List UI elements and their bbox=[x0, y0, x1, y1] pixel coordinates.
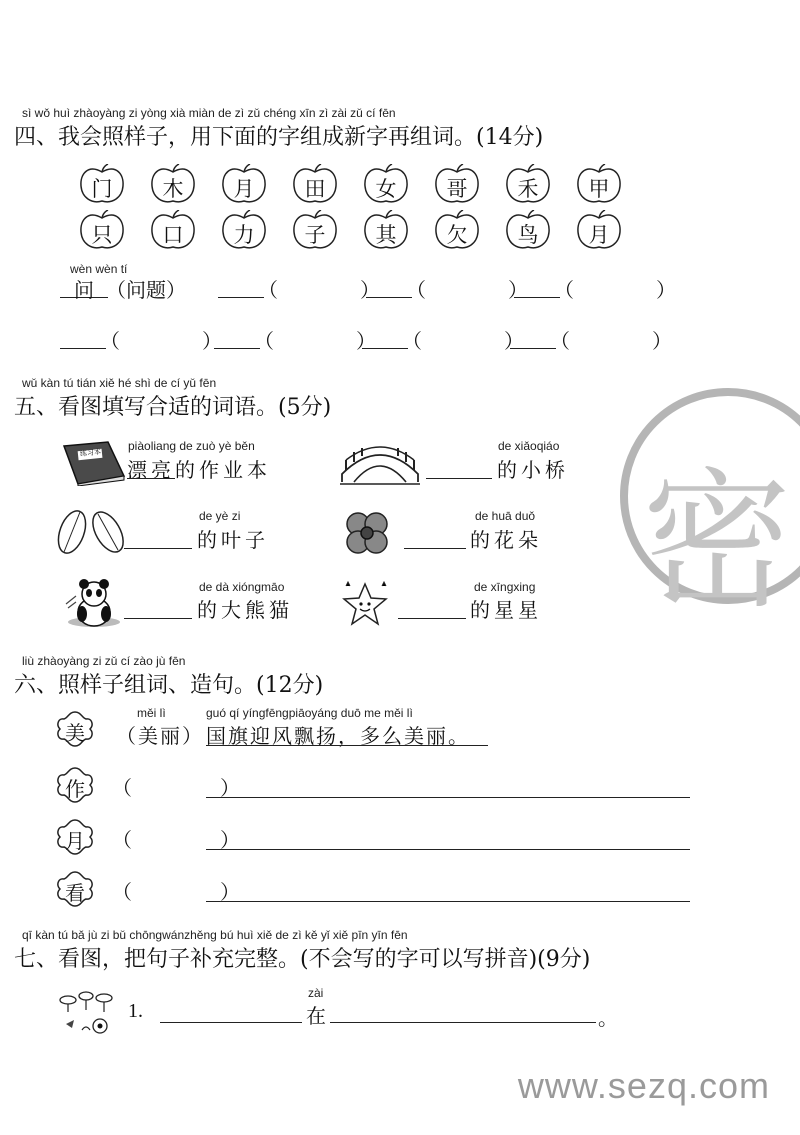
q6-title: 六、照样子组词、造句。(12分) bbox=[14, 673, 324, 698]
apple-char: 禾 bbox=[517, 177, 539, 201]
notebook-label: 练习本 bbox=[79, 447, 102, 459]
q6-pinyin: liù zhàoyàng zi zǔ cí zào jù fēn bbox=[22, 654, 186, 668]
example-sentence-pinyin: guó qí yíngfēngpiāoyáng duō me měi lì bbox=[206, 706, 413, 720]
item-pinyin: de huā duǒ bbox=[475, 509, 536, 523]
apple-cell bbox=[291, 164, 339, 206]
apple-cell bbox=[433, 164, 481, 206]
answer-paren[interactable]: （ ） bbox=[258, 278, 394, 302]
apple-char: 鸟 bbox=[517, 223, 539, 247]
apple-char: 木 bbox=[162, 177, 184, 201]
garden-picture bbox=[56, 986, 120, 1036]
q5-pinyin: wǔ kàn tú tián xiě hé shì de cí yǔ fēn bbox=[22, 376, 217, 390]
q4-pinyin: sì wǒ huì zhàoyàng zi yòng xià miàn de zì zǔ chéng xīn zì zài zǔ cí fēn bbox=[22, 106, 396, 120]
apple-cell bbox=[149, 210, 197, 252]
answer-blank[interactable] bbox=[206, 849, 690, 850]
apple-char: 月 bbox=[233, 177, 255, 201]
apple-cell bbox=[291, 210, 339, 252]
item-text: 的叶子 bbox=[197, 528, 269, 552]
flower-char-box bbox=[56, 766, 94, 804]
apple-char: 甲 bbox=[588, 177, 610, 201]
q4-example-pinyin: wèn wèn tí bbox=[70, 262, 128, 276]
apple-char: 欠 bbox=[446, 223, 468, 247]
item-pinyin: zài bbox=[308, 986, 324, 1000]
apple-char: 其 bbox=[375, 223, 397, 247]
item-text: 的星星 bbox=[470, 598, 542, 622]
answer-blank[interactable] bbox=[398, 618, 466, 619]
notebook-picture bbox=[60, 440, 126, 486]
answer-blank[interactable] bbox=[404, 548, 466, 549]
apple-cell bbox=[575, 164, 623, 206]
apple-cell bbox=[504, 210, 552, 252]
apple-cell bbox=[362, 164, 410, 206]
flower-char-box bbox=[56, 710, 94, 748]
flower-picture bbox=[342, 508, 392, 558]
item-text: 的花朵 bbox=[470, 528, 542, 552]
answer-blank[interactable] bbox=[426, 478, 492, 479]
item-char: 在 bbox=[306, 1004, 326, 1028]
apple-char: 田 bbox=[304, 177, 326, 201]
site-watermark: www.sezq.com bbox=[517, 1065, 770, 1106]
answer-paren[interactable]: （ ） bbox=[554, 278, 690, 302]
item-text: 的小桥 bbox=[497, 458, 569, 482]
item-end: 。 bbox=[598, 1006, 618, 1030]
apple-char: 力 bbox=[233, 223, 255, 247]
q5-title: 五、看图填写合适的词语。(5分) bbox=[14, 395, 332, 420]
apple-char: 口 bbox=[162, 223, 184, 247]
answer-paren[interactable]: （ ） bbox=[550, 329, 686, 353]
apple-cell bbox=[149, 164, 197, 206]
flower-char-box bbox=[56, 870, 94, 908]
answer-blank[interactable] bbox=[206, 901, 690, 902]
seal-stamp bbox=[618, 378, 800, 629]
item-number: 1. bbox=[128, 1000, 143, 1022]
answer-paren[interactable]: （ ） bbox=[254, 329, 390, 353]
flower-char: 看 bbox=[65, 881, 85, 905]
apple-cell bbox=[433, 210, 481, 252]
apple-cell bbox=[78, 164, 126, 206]
apple-cell bbox=[504, 164, 552, 206]
apple-char: 只 bbox=[91, 223, 113, 247]
q7-title: 七、看图，把句子补充完整。(不会写的字可以写拼音)(9分) bbox=[14, 947, 591, 972]
answer-paren[interactable]: （ ） bbox=[100, 329, 236, 353]
apple-char: 女 bbox=[375, 177, 397, 201]
answer-paren[interactable]: （ ） bbox=[406, 278, 542, 302]
apple-cell bbox=[220, 164, 268, 206]
answer-paren[interactable]: （ ） bbox=[112, 776, 256, 800]
leaves-picture bbox=[54, 508, 126, 556]
flower-char: 美 bbox=[65, 721, 85, 745]
example-underline bbox=[206, 745, 488, 746]
bridge-picture bbox=[340, 440, 420, 486]
item-pinyin: de xiǎoqiáo bbox=[498, 439, 560, 453]
item-pinyin: piàoliang de zuò yè běn bbox=[128, 439, 255, 453]
apple-cell bbox=[575, 210, 623, 252]
flower-char: 作 bbox=[65, 777, 85, 801]
flower-char: 月 bbox=[65, 829, 85, 853]
example-underline bbox=[127, 478, 175, 479]
seal-stamp-char: 密 bbox=[642, 455, 793, 629]
answer-paren[interactable]: （ ） bbox=[402, 329, 538, 353]
item-pinyin: de xīngxing bbox=[474, 580, 536, 594]
answer-blank[interactable] bbox=[330, 1022, 596, 1023]
q4-title: 四、我会照样子，用下面的字组成新字再组词。(14分) bbox=[14, 125, 544, 150]
example-word-pinyin: měi lì bbox=[137, 706, 166, 720]
item-text: 漂亮的作业本 bbox=[127, 458, 271, 482]
q7-pinyin: qī kàn tú bǎ jù zi bǔ chōngwánzhěng bú huì xiě de zì kě yǐ xiě pīn yīn fēn bbox=[22, 928, 408, 942]
answer-paren[interactable]: （ ） bbox=[112, 828, 256, 852]
apple-char: 哥 bbox=[446, 177, 468, 201]
answer-blank[interactable] bbox=[206, 797, 690, 798]
q4-example-char: 问 bbox=[74, 278, 94, 302]
flower-char-box bbox=[56, 818, 94, 856]
star-picture bbox=[340, 580, 390, 628]
apple-cell bbox=[362, 210, 410, 252]
item-pinyin: de yè zi bbox=[199, 509, 241, 523]
item-pinyin: de dà xióngmāo bbox=[199, 580, 285, 594]
apple-char: 门 bbox=[91, 177, 113, 201]
example-sentence: 国旗迎风飘扬，多么美丽。 bbox=[206, 724, 470, 748]
apple-cell bbox=[220, 210, 268, 252]
answer-paren[interactable]: （ ） bbox=[112, 880, 256, 904]
panda-picture bbox=[62, 578, 122, 630]
answer-blank[interactable] bbox=[124, 618, 192, 619]
apple-char: 月 bbox=[588, 223, 610, 247]
item-text: 的大熊猫 bbox=[197, 598, 293, 622]
answer-blank[interactable] bbox=[124, 548, 192, 549]
answer-blank[interactable] bbox=[160, 1022, 302, 1023]
apple-char: 子 bbox=[304, 223, 326, 247]
example-word: （美丽） bbox=[116, 724, 204, 748]
apple-cell bbox=[78, 210, 126, 252]
q4-example-word: （问题） bbox=[106, 278, 186, 302]
